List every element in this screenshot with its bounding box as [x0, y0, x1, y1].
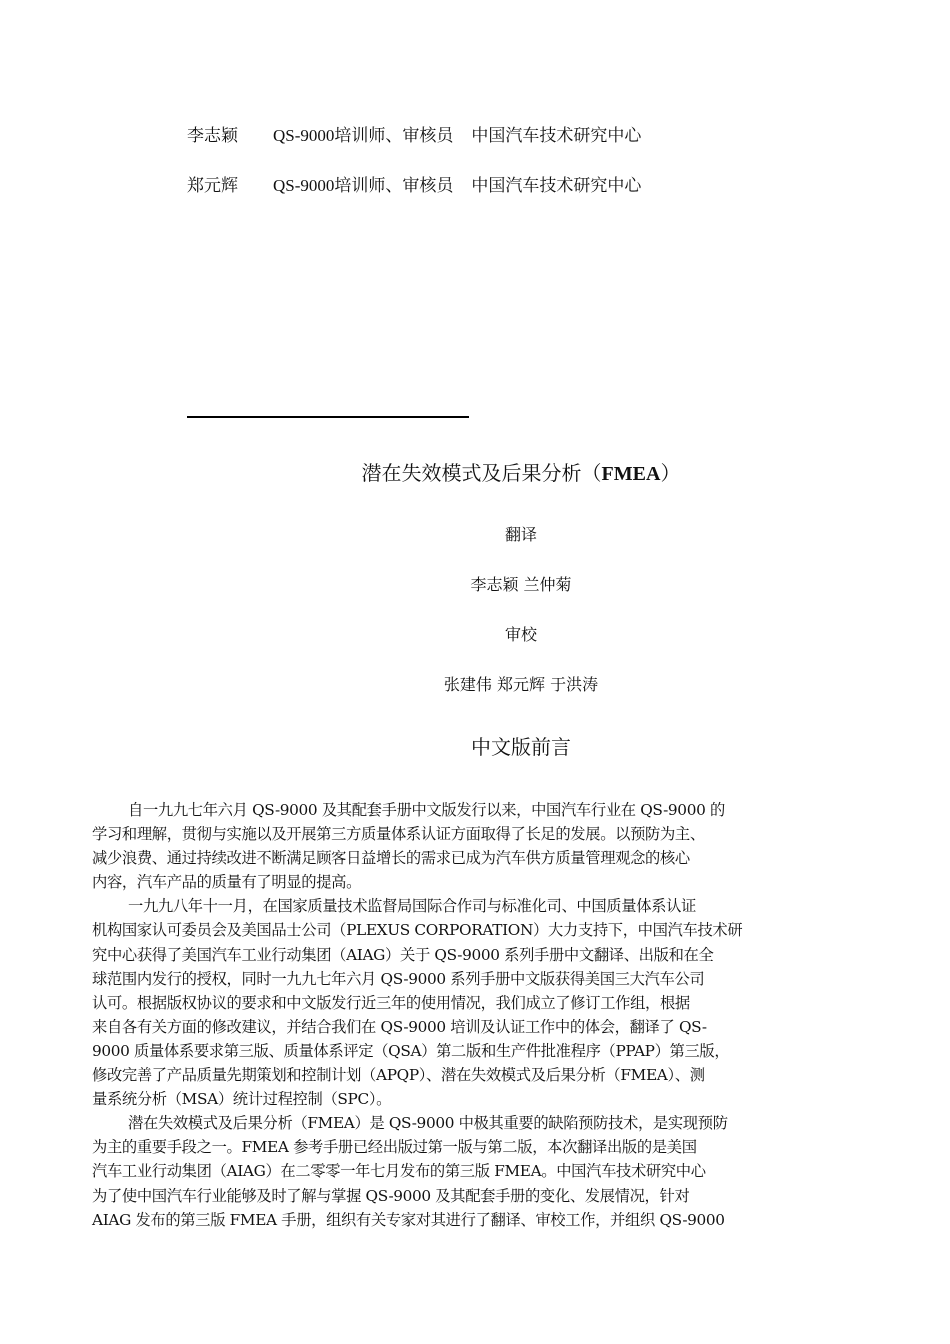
staff-role-code: QS-9000 — [273, 126, 335, 145]
title-close-paren: ） — [660, 461, 681, 485]
body-line: 为了使中国汽车行业能够及时了解与掌握 QS-9000 及其配套手册的变化、发展情况，针对 — [92, 1186, 690, 1205]
staff-role-code: QS-9000 — [273, 176, 335, 195]
translate-label: 翻译 — [504, 525, 537, 544]
body-line: 球范围内发行的授权，同时一九九七年六月 QS-9000 系列手册中文版获得美国三大汽车公司 — [92, 969, 705, 988]
body-line: 自一九九七年六月 QS-9000 及其配套手册中文版发行以来，中国汽车行业在 QS-9000 的 — [128, 801, 725, 819]
body-line: 量系统分析（MSA）统计过程控制（SPC）。 — [92, 1090, 392, 1109]
preface-title: 中文版前言 — [471, 735, 571, 759]
staff-name: 李志颖 — [187, 126, 238, 146]
preface-body — [92, 798, 868, 1232]
body-line: 学习和理解，贯彻与实施以及开展第三方质量体系认证方面取得了长足的发展。以预防为主、 — [92, 825, 705, 844]
review-label: 审校 — [504, 625, 537, 644]
body-line: AIAG 发布的第三版 FMEA 手册，组织有关专家对其进行了翻译、审校工作，并组织 QS-9000 — [92, 1210, 725, 1229]
title-open-paren: （ — [581, 461, 602, 485]
staff-organization: 中国汽车技术研究中心 — [471, 126, 642, 146]
title-acronym: FMEA — [601, 463, 661, 485]
body-line: 内容，汽车产品的质量有了明显的提高。 — [92, 873, 362, 892]
body-line: 究中心获得了美国汽车工业行动集团（AIAG）关于 QS-9000 系列手册中文翻译、出版和在全 — [92, 945, 714, 964]
translators: 李志颖 兰仲菊 — [470, 575, 572, 594]
body-line: 修改完善了产品质量先期策划和控制计划（APQP）、潜在失效模式及后果分析（FMEA）、测 — [92, 1066, 705, 1085]
body-line: 机构国家认可委员会及美国品士公司（PLEXUS CORPORATION）大力支持下，中国汽车技术研 — [92, 921, 743, 940]
document-title — [0, 459, 950, 488]
body-line: 认可。根据版权协议的要求和中文版发行近三年的使用情况，我们成立了修订工作组，根据 — [92, 993, 690, 1012]
staff-role: 培训师、审核员 — [334, 176, 454, 196]
body-line: 为主的重要手段之一。FMEA 参考手册已经出版过第一版与第二版，本次翻译出版的是美国 — [92, 1138, 697, 1157]
staff-organization: 中国汽车技术研究中心 — [471, 176, 642, 196]
body-line: 9000 质量体系要求第三版、质量体系评定（QSA）第二版和生产件批准程序（PPAP）第三版， — [92, 1041, 730, 1060]
staff-row-1 — [187, 125, 641, 147]
staff-role: 培训师、审核员 — [334, 126, 454, 146]
title-chinese: 潜在失效模式及后果分析 — [361, 461, 582, 485]
body-line: 汽车工业行动集团（AIAG）在二零零一年七月发布的第三版 FMEA。中国汽车技术研究中心 — [92, 1162, 706, 1181]
section-divider — [187, 416, 469, 418]
reviewers: 张建伟 郑元辉 于洪涛 — [443, 675, 599, 694]
body-line: 来自各有关方面的修改建议，并结合我们在 QS-9000 培训及认证工作中的体会，翻译了 QS- — [92, 1017, 707, 1036]
staff-name: 郑元辉 — [187, 176, 238, 196]
body-line: 一九九八年十一月，在国家质量技术监督局国际合作司与标准化司、中国质量体系认证 — [128, 897, 696, 916]
staff-row-2 — [187, 175, 641, 197]
body-line: 减少浪费、通过持续改进不断满足顾客日益增长的需求已成为汽车供方质量管理观念的核心 — [92, 849, 690, 868]
body-line: 潜在失效模式及后果分析（FMEA）是 QS-9000 中极其重要的缺陷预防技术，是实现预防 — [128, 1114, 728, 1133]
